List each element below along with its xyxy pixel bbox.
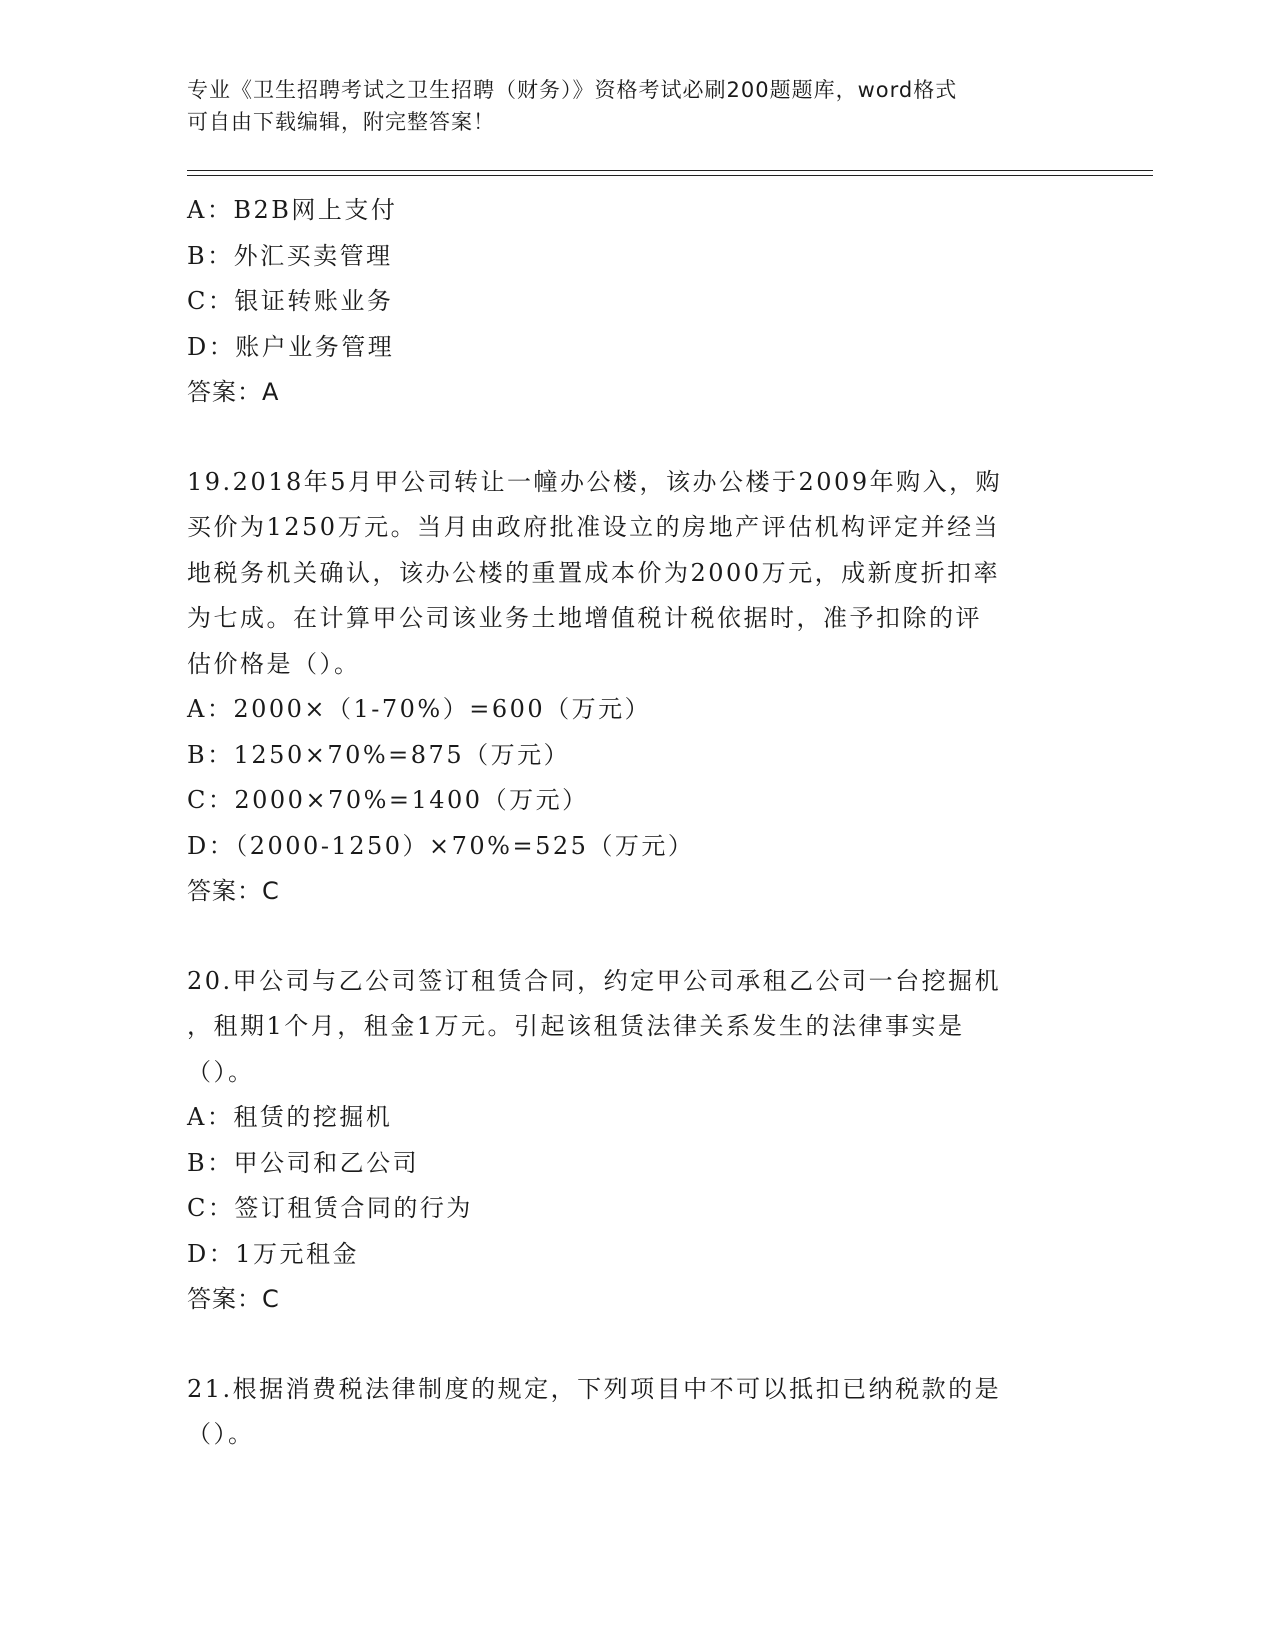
answer-line: 答案：C [187,1285,280,1313]
option-a: A：2000×（1-70%）=600（万元） [187,695,652,723]
answer-line: 答案：C [187,877,280,905]
question-text-line: ，租期1个月，租金1万元。引起该租赁法律关系发生的法律事实是 [187,1012,965,1040]
spacer [187,416,1087,460]
question-text-line: 为七成。在计算甲公司该业务土地增值税计税依据时，准予扣除的评 [187,604,982,632]
spacer [187,915,1087,959]
question-text-line: 买价为1250万元。当月由政府批准设立的房地产评估机构评定并经当 [187,513,1001,541]
header-line-1: 专业《卫生招聘考试之卫生招聘（财务）》资格考试必刷200题题库，word格式 [187,78,958,102]
question-text-line: 21.根据消费税法律制度的规定，下列项目中不可以抵扣已纳税款的是 [187,1374,1002,1403]
option-a: A：租赁的挖掘机 [187,1103,393,1131]
question-text-line: （）。 [187,1057,255,1086]
question-19 [187,460,1087,915]
question-21 [187,1367,1087,1458]
document-header [187,74,1067,138]
option-b: B：甲公司和乙公司 [187,1148,420,1177]
option-b: B：1250×70%=875（万元） [187,740,571,769]
option-d: D：1万元租金 [187,1239,360,1268]
option-b: B：外汇买卖管理 [187,241,393,270]
spacer [187,1323,1087,1367]
option-c: C：2000×70%=1400（万元） [187,786,589,814]
question-content [187,188,1087,1458]
option-c: C：签订租赁合同的行为 [187,1194,473,1222]
answer-line: 答案：A [187,378,280,406]
option-d: D：（2000-1250）×70%=525（万元） [187,831,695,860]
header-line-2: 可自由下载编辑，附完整答案！ [187,110,495,134]
question-text-line: 地税务机关确认，该办公楼的重置成本价为2000万元，成新度折扣率 [187,558,1001,587]
option-a: A：B2B网上支付 [187,196,398,224]
question-18 [187,188,1087,416]
question-text-line: 估价格是（）。 [187,649,361,678]
question-text-line: 19.2018年5月甲公司转让一幢办公楼，该办公楼于2009年购入，购 [187,467,1003,496]
question-text-line: 20.甲公司与乙公司签订租赁合同，约定甲公司承租乙公司一台挖掘机 [187,966,1002,995]
question-text-line: （）。 [187,1420,255,1448]
header-rule-bottom [187,175,1153,176]
header-rule-top [187,170,1153,171]
option-d: D：账户业务管理 [187,332,395,361]
option-c: C：银证转账业务 [187,287,394,315]
question-20 [187,959,1087,1323]
